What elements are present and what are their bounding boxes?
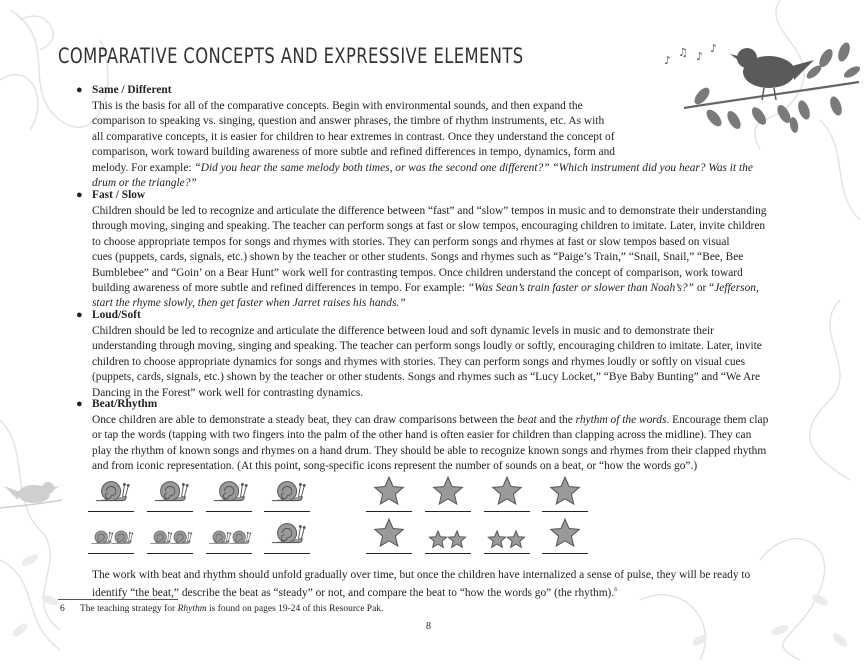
body-line: or tap the words (tapping with two fingers into the palm of the other hand is often easier for children than clapping across the midline). They can [92, 429, 752, 442]
snail-icon-cell [264, 474, 310, 512]
one-star-icon [425, 474, 471, 510]
closing-line: The work with beat and rhythm should unfold gradually over time, but once the children have internalized a sense of pulse, they will be ready to [92, 569, 751, 581]
one-snail-icon [264, 474, 310, 510]
star-icon-cell [484, 474, 530, 512]
star-icon-cell [425, 516, 471, 554]
body-line: (puppets, cards, signals, etc.) shown by the teacher or other students. Songs and rhymes such as “Lucy Locket,” “Bye Baby Bunting” and “We Are [92, 371, 761, 384]
one-snail-icon [147, 474, 193, 510]
one-star-icon [542, 516, 588, 552]
section-heading: Loud/Soft [92, 309, 141, 321]
one-star-icon [542, 474, 588, 510]
svg-text:♪: ♪ [696, 50, 704, 63]
icon-underline [425, 511, 471, 512]
bullet-icon: ● [76, 309, 83, 321]
section-heading: Beat/Rhythm [92, 398, 158, 410]
body-text: Once children are able to demonstrate a steady beat, they can draw comparisons between the [92, 414, 518, 426]
snail-icon-cell [147, 474, 193, 512]
star-icon-cell [425, 474, 471, 512]
footnote-italic: Rhythm [177, 604, 207, 614]
svg-text:♪: ♪ [710, 42, 718, 55]
icon-underline [147, 511, 193, 512]
two-snail-icon [88, 516, 134, 552]
body-text: building awareness of more subtle and refined differences in tempo. For example: [92, 282, 468, 295]
example-quote: “Did you hear the same melody both times, or was the second one different?” “Which instrument did you hear? Was it the [194, 161, 753, 174]
snail-icon-cell [147, 516, 193, 554]
one-snail-icon [206, 474, 252, 510]
icon-underline [264, 553, 310, 554]
body-line: and from iconic representation. (At this point, song-specific icons represent the number of sounds on a beat, or “how the words go”.) [92, 460, 698, 473]
term-beat: beat [517, 414, 537, 426]
footnote-divider [58, 599, 178, 600]
body-line: children to choose appropriate dynamics for songs and rhymes with stories. They can perform songs and rhymes loudly or softly on visual cues [92, 355, 746, 368]
svg-text:♪: ♪ [664, 54, 672, 67]
example-quote: start the rhyme slowly, then get faster when Jarret raises his hands.” [92, 297, 406, 310]
body-line [92, 281, 832, 296]
svg-text:♫: ♫ [678, 46, 688, 59]
icon-underline [542, 553, 588, 554]
icon-underline [542, 511, 588, 512]
body-line: understanding through moving, singing and speaking. The teacher can perform songs loudly or softly, encouraging children to imitate. Later, invite [92, 340, 762, 353]
body-line: Children should be led to recognize and articulate the difference between loud and soft dynamic levels in music and to demonstrate their [92, 325, 714, 337]
one-snail-icon [264, 516, 310, 552]
footnote-text: The teaching strategy for [80, 604, 178, 614]
section-heading: Fast / Slow [92, 189, 146, 201]
two-star-icon [484, 516, 530, 552]
body-line: through moving, singing and speaking. The teacher can perform songs at fast or slow tempos, encouraging children to imitate. Later, invite children [92, 220, 766, 233]
one-star-icon [366, 516, 412, 552]
section-body [92, 204, 832, 312]
two-star-icon [425, 516, 471, 552]
icon-underline [366, 511, 412, 512]
section-body [92, 99, 792, 191]
snail-icon-cell [88, 474, 134, 512]
one-star-icon [366, 474, 412, 510]
star-icon-cell [366, 474, 412, 512]
section-body [92, 413, 832, 475]
body-line: to choose appropriate tempos for songs and rhymes with stories. They can perform songs and rhymes at fast or slow tempos based on visual [92, 235, 730, 248]
one-snail-icon [88, 474, 134, 510]
body-text: and the [536, 414, 576, 426]
snail-icon-cell [206, 474, 252, 512]
body-line [92, 161, 792, 176]
footnote-number: 6 [60, 604, 65, 614]
body-text: . Encourage them clap [666, 414, 769, 426]
two-snail-icon [206, 516, 252, 552]
body-line: Dancing in the Forest” work well for contrasting dynamics. [92, 386, 364, 399]
body-line: comparison to speaking vs. singing, question and answer phrases, the timbre of rhythm instruments, etc. As with [92, 115, 605, 128]
body-text: melody. For example: [92, 161, 195, 174]
icon-underline [264, 511, 310, 512]
body-line: comparison, work toward building awareness of more subtle and refined differences in tempo, dynamics, form and [92, 146, 615, 159]
beat-rhythm-icon-grid [88, 474, 608, 558]
term-rhythm: rhythm of the words [575, 414, 667, 426]
body-line: all comparative concepts, it is easier for children to hear extremes in contrast. Once they understand the concept of [92, 130, 615, 143]
icon-underline [147, 553, 193, 554]
star-icon-cell [366, 516, 412, 554]
body-line: This is the basis for all of the comparative concepts. Begin with environmental sounds, and then expand the [92, 100, 583, 112]
star-icon-cell [542, 516, 588, 554]
body-line: cues (puppets, cards, signals, etc.) shown by the teacher or other students. Songs and rhymes such as “Paige’s Train,” “Snail, Snail,” “Bee, Bee [92, 251, 744, 264]
icon-underline [425, 553, 471, 554]
bullet-icon: ● [76, 84, 83, 96]
icon-underline [366, 553, 412, 554]
example-quote: Jefferson, [714, 282, 759, 295]
closing-line: identify “the beat,” describe the beat as “steady” or not, and compare the beat to “how the words go” (the rhythm). [92, 587, 615, 600]
icon-underline [484, 511, 530, 512]
bullet-icon: ● [76, 189, 83, 201]
body-line: Children should be led to recognize and articulate the difference between “fast” and “slow” tempos in music and to demonstrate their understanding [92, 205, 767, 217]
icon-underline [206, 553, 252, 554]
bullet-icon: ● [76, 398, 83, 410]
footnote-ref: 6 [614, 587, 618, 594]
body-line: Bumblebee” and “Goin’ on a Bear Hunt” work well for contrasting tempos. Once children understand the concept of comparison, work toward [92, 266, 743, 279]
star-icon-cell [542, 474, 588, 512]
snail-icon-cell [88, 516, 134, 554]
page-title: COMPARATIVE CONCEPTS AND EXPRESSIVE ELEMENTS [58, 44, 524, 68]
example-quote: drum or the triangle?” [92, 177, 197, 190]
snail-icon-cell [206, 516, 252, 554]
snail-icon-cell [264, 516, 310, 554]
icon-underline [88, 511, 134, 512]
footnote-text: is found on pages 19-24 of this Resource Pak. [206, 604, 384, 614]
footnote [60, 604, 383, 614]
body-line: play the rhythm of known songs and rhymes on a hand drum. They should be able to recognize known songs and rhymes from their clapped rhythm [92, 444, 767, 457]
icon-underline [484, 553, 530, 554]
page-number: 8 [426, 621, 431, 632]
section-body [92, 324, 832, 401]
body-line [92, 296, 832, 311]
small-bird-illustration [0, 480, 70, 520]
body-line [92, 413, 832, 428]
section-heading: Same / Different [92, 84, 172, 96]
body-text: or “ [693, 282, 715, 295]
two-snail-icon [147, 516, 193, 552]
star-icon-cell [484, 516, 530, 554]
icon-underline [88, 553, 134, 554]
example-quote: “Was Sean’s train faster or slower than Noah’s?” [467, 282, 694, 295]
closing-paragraph [92, 568, 792, 602]
body-line [92, 176, 792, 191]
icon-underline [206, 511, 252, 512]
one-star-icon [484, 474, 530, 510]
